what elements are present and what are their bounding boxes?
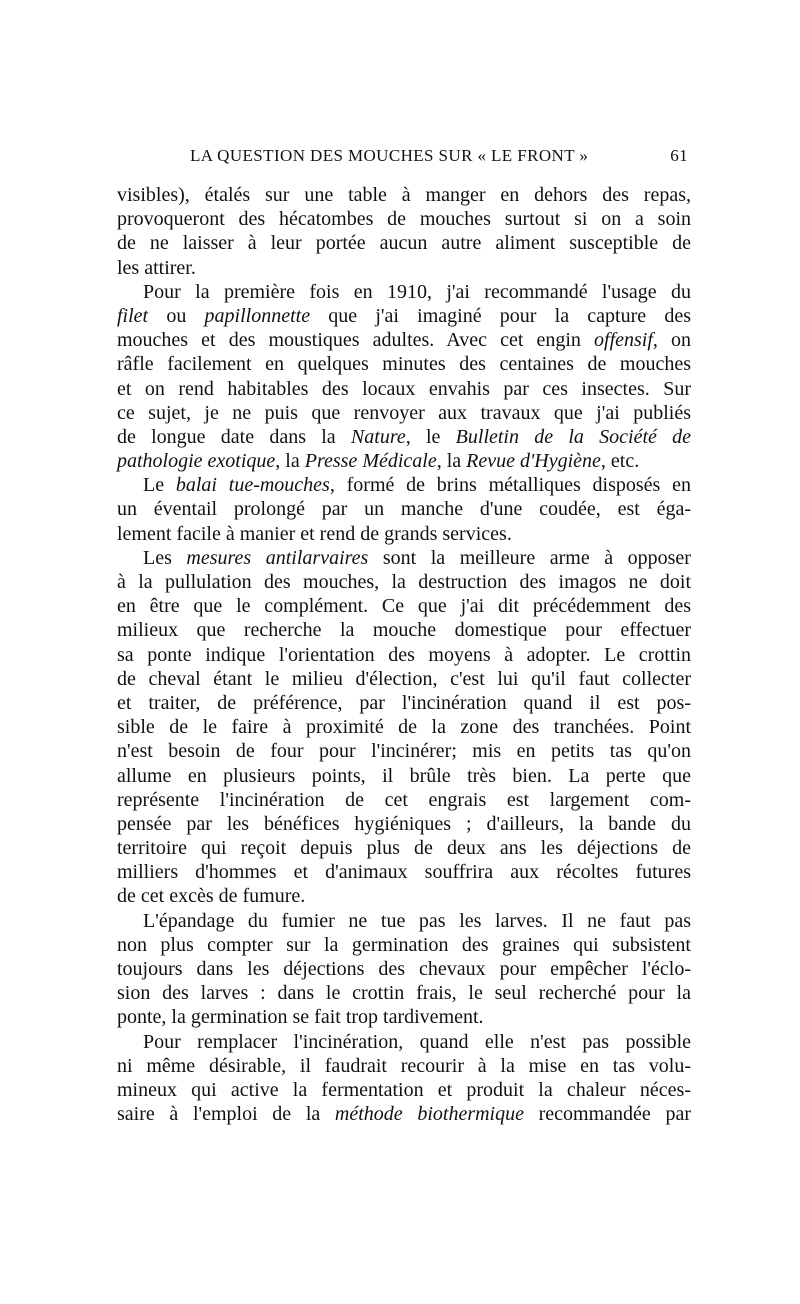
page-number: 61 bbox=[670, 146, 688, 165]
text-run: râfle facilement en quelques minutes des centaines de mouches bbox=[117, 353, 691, 376]
text-run: de cet excès de fumure. bbox=[117, 885, 306, 908]
italic-run: balai tue-mouches bbox=[175, 474, 330, 497]
text-line bbox=[117, 933, 691, 957]
italic-run: Presse Médicale bbox=[304, 450, 437, 473]
text-run: Le bbox=[143, 474, 176, 497]
text-line bbox=[117, 377, 691, 401]
text-run: Les bbox=[143, 546, 187, 569]
text-run: un éventail prolongé par un manche d'une coudée, est éga- bbox=[117, 498, 691, 521]
text-run: de longue date dans la bbox=[117, 425, 351, 448]
text-run: allume en plusieurs points, il brûle très bien. La perte que bbox=[117, 764, 691, 787]
text-run: , formé de brins métalliques disposés en bbox=[329, 474, 691, 497]
text-line bbox=[117, 280, 691, 304]
text-run: les attirer. bbox=[117, 256, 196, 279]
text-line bbox=[117, 304, 691, 328]
running-header bbox=[118, 146, 688, 172]
text-run: et on rend habitables des locaux envahis par ces insectes. Sur bbox=[117, 377, 691, 400]
text-run: , etc. bbox=[600, 450, 640, 473]
text-run: Pour remplacer l'incinération, quand elle n'est pas possible bbox=[143, 1030, 691, 1053]
text-run: sible de le faire à proximité de la zone des tranchées. Point bbox=[117, 716, 691, 739]
body-text bbox=[117, 183, 691, 1126]
italic-run: pathologie exotique bbox=[117, 450, 276, 473]
text-run: saire à l'emploi de la bbox=[117, 1103, 335, 1126]
text-line bbox=[117, 328, 691, 352]
text-line bbox=[117, 691, 691, 715]
text-run: ou bbox=[148, 304, 205, 327]
text-run: Pour la première fois en 1910, j'ai recommandé l'usage du bbox=[143, 280, 691, 303]
text-line bbox=[117, 860, 691, 884]
text-run: , le bbox=[405, 425, 456, 448]
text-run: visibles), étalés sur une table à manger en dehors des repas, bbox=[117, 184, 691, 206]
text-line bbox=[117, 884, 691, 908]
italic-run: méthode biothermique bbox=[334, 1103, 524, 1126]
text-line bbox=[117, 618, 691, 642]
text-run: sa ponte indique l'orientation des moyens à adopter. Le crottin bbox=[117, 643, 691, 666]
text-line bbox=[117, 957, 691, 981]
text-run: milliers d'hommes et d'animaux souffrira aux récoltes futures bbox=[117, 861, 691, 884]
italic-run: papillonnette bbox=[204, 304, 311, 327]
text-line bbox=[117, 401, 691, 425]
text-line bbox=[117, 231, 691, 255]
text-run: de cheval étant le milieu d'élection, c'est lui qu'il faut collecter bbox=[117, 667, 691, 690]
text-run: toujours dans les déjections des chevaux pour empêcher l'éclo- bbox=[117, 958, 691, 980]
text-line bbox=[117, 522, 691, 546]
text-run: territoire qui reçoit depuis plus de deux ans les déjections de bbox=[117, 837, 691, 860]
text-run: ponte, la germination se fait trop tardivement. bbox=[117, 1006, 484, 1029]
text-run: recommandée par bbox=[523, 1103, 691, 1126]
text-run: sion des larves : dans le crottin frais, le seul recherché pour la bbox=[117, 982, 691, 1005]
text-run: n'est besoin de four pour l'incinérer; mis en petits tas qu'on bbox=[117, 740, 691, 763]
text-run: milieux que recherche la mouche domestique pour effectuer bbox=[117, 619, 691, 642]
text-line bbox=[117, 594, 691, 618]
text-run: mouches et des moustiques adultes. Avec cet engin bbox=[117, 329, 595, 352]
text-line bbox=[117, 1102, 691, 1126]
italic-run: offensif bbox=[594, 329, 653, 352]
text-run: mineux qui active la fermentation et produit la chaleur néces- bbox=[117, 1078, 691, 1101]
text-line bbox=[117, 909, 691, 933]
italic-run: mesures antilarvaires bbox=[186, 546, 369, 569]
text-run: et traiter, de préférence, par l'incinération quand il est pos- bbox=[117, 691, 691, 714]
italic-run: filet bbox=[117, 304, 149, 327]
text-line bbox=[117, 1005, 691, 1029]
italic-run: Nature bbox=[350, 425, 406, 448]
text-run: non plus compter sur la germination des graines qui subsistent bbox=[117, 933, 691, 956]
text-line bbox=[117, 764, 691, 788]
text-run: à la pullulation des mouches, la destruction des imagos ne doit bbox=[117, 571, 691, 593]
text-run: que j'ai imaginé pour la capture des bbox=[310, 304, 692, 327]
text-line bbox=[117, 739, 691, 763]
text-run: sont la meilleure arme à opposer bbox=[368, 546, 691, 569]
running-title: LA QUESTION DES MOUCHES SUR « LE FRONT » bbox=[190, 146, 589, 165]
text-line bbox=[117, 352, 691, 376]
text-line bbox=[117, 1054, 691, 1078]
text-run: , on bbox=[652, 329, 691, 352]
text-line bbox=[117, 1030, 691, 1054]
text-run: , la bbox=[275, 450, 305, 473]
text-line bbox=[117, 473, 691, 497]
text-line bbox=[117, 981, 691, 1005]
text-run: provoqueront des hécatombes de mouches surtout si on a soin bbox=[117, 208, 691, 231]
text-run: représente l'incinération de cet engrais est largement com- bbox=[117, 788, 691, 811]
text-line bbox=[117, 425, 691, 449]
italic-run: Bulletin de la Société de bbox=[455, 425, 692, 448]
text-line bbox=[117, 497, 691, 521]
text-line bbox=[117, 183, 691, 207]
text-run: L'épandage du fumier ne tue pas les larves. Il ne faut pas bbox=[143, 909, 691, 932]
text-line bbox=[117, 812, 691, 836]
text-run: lement facile à manier et rend de grands services. bbox=[117, 522, 512, 545]
text-line bbox=[117, 715, 691, 739]
text-run: de ne laisser à leur portée aucun autre aliment susceptible de bbox=[117, 232, 691, 255]
text-line bbox=[117, 449, 691, 473]
text-run: , la bbox=[436, 450, 467, 473]
italic-run: Revue d'Hygiène bbox=[466, 450, 601, 473]
text-line bbox=[117, 836, 691, 860]
text-line bbox=[117, 256, 691, 280]
text-line bbox=[117, 667, 691, 691]
text-run: pensée par les bénéfices hygiéniques ; d'ailleurs, la bande du bbox=[117, 812, 691, 835]
text-line bbox=[117, 546, 691, 570]
text-line bbox=[117, 570, 691, 594]
text-line bbox=[117, 1078, 691, 1102]
text-line bbox=[117, 788, 691, 812]
text-line bbox=[117, 643, 691, 667]
text-run: en être que le complément. Ce que j'ai dit précédemment des bbox=[117, 595, 691, 618]
text-run: ni même désirable, il faudrait recourir à la mise en tas volu- bbox=[117, 1054, 691, 1077]
text-line bbox=[117, 207, 691, 231]
text-run: ce sujet, je ne puis que renvoyer aux travaux que j'ai publiés bbox=[117, 401, 691, 424]
